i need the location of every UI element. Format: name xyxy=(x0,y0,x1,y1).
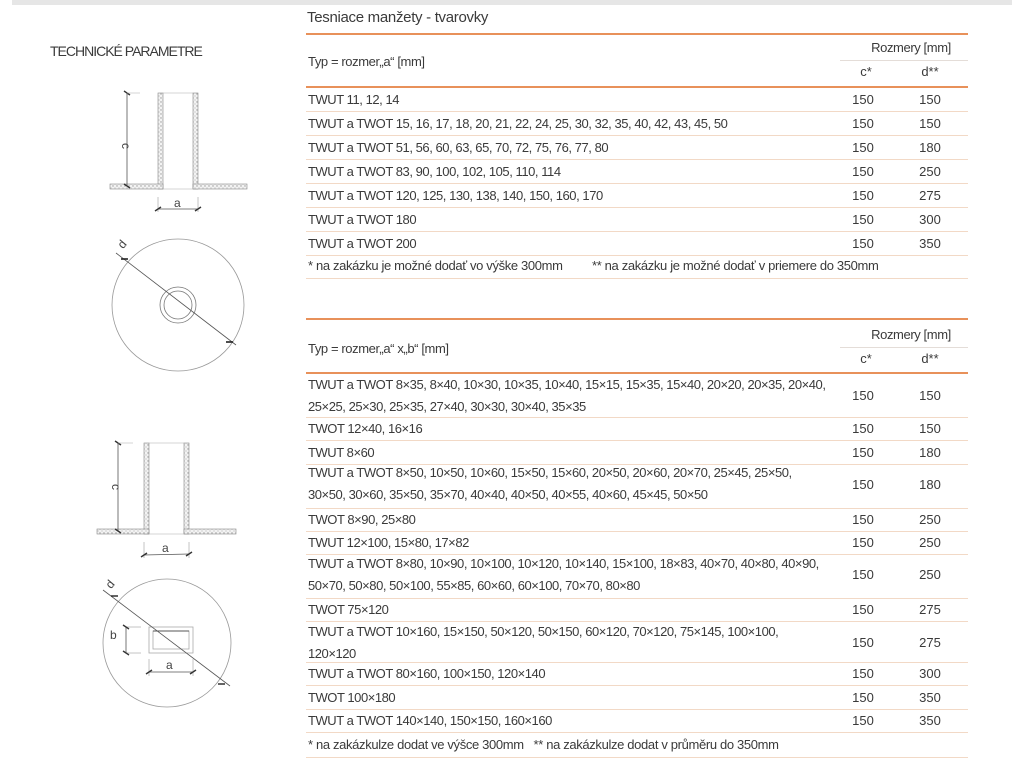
row-type: TWUT a TWOT 8×50, 10×50, 10×60, 15×50, 15×60, 20×50, 20×60, 20×70, 25×45, 25×50, 30×50, 30×60, 35×50, 35×70, 40×40, 40×50, 40×55, 40×60, 45×45, 50×50 xyxy=(308,465,792,502)
row-type: TWOT 8×90, 25×80 xyxy=(308,512,416,527)
technical-parameters-heading: TECHNICKÉ PARAMETRE xyxy=(50,43,202,59)
row-type: TWUT 11, 12, 14 xyxy=(308,92,400,107)
dimension-label-d: d xyxy=(114,237,130,252)
row-c: 150 xyxy=(852,116,874,131)
row-type: TWUT a TWOT 8×80, 10×90, 10×100, 10×120, 10×140, 15×100, 18×83, 40×70, 40×80, 40×90, 50×70, 50×80, 50×100, 55×85, 60×60, 60×100, 70×70, 80×80 xyxy=(308,556,819,593)
table-row xyxy=(306,710,968,733)
column-header-d: d** xyxy=(921,351,939,366)
round-sleeve-top-drawing xyxy=(100,225,260,375)
row-type: TWUT a TWOT 8×35, 8×40, 10×30, 10×35, 10×40, 15×15, 15×35, 15×40, 20×20, 20×35, 20×40, 25×25, 25×30, 25×35, 27×40, 30×30, 30×40, 35×35 xyxy=(308,377,826,414)
dimension-label-a: a xyxy=(174,196,181,210)
row-c: 150 xyxy=(852,535,874,550)
header-subdivider xyxy=(840,60,968,61)
tube-outer-circle xyxy=(160,287,196,323)
row-c: 150 xyxy=(852,690,874,705)
row-d: 350 xyxy=(919,713,941,728)
table-row xyxy=(306,553,968,598)
row-c: 150 xyxy=(852,567,874,582)
row-d: 300 xyxy=(919,212,941,227)
flange-right xyxy=(193,184,247,189)
header-subdivider xyxy=(840,347,968,348)
table-row xyxy=(306,509,968,532)
row-c: 150 xyxy=(852,602,874,617)
dimension-label-d: d xyxy=(102,577,118,592)
flange-left xyxy=(97,529,149,534)
column-header-c: c* xyxy=(860,351,872,366)
row-d: 350 xyxy=(919,236,941,251)
row-d: 150 xyxy=(919,116,941,131)
rect-sleeve-top-drawing xyxy=(95,575,255,720)
row-d: 250 xyxy=(919,535,941,550)
row-d: 250 xyxy=(919,512,941,527)
column-header-type: Typ = rozmer„a“ [mm] xyxy=(308,54,425,69)
table-row xyxy=(306,137,968,161)
column-header-type: Typ = rozmer„a“ x„b“ [mm] xyxy=(308,341,449,356)
round-sleeve-side-drawing xyxy=(100,85,260,220)
table-row xyxy=(306,462,968,508)
row-type: TWUT a TWOT 180 xyxy=(308,212,417,227)
table-row xyxy=(306,532,968,555)
row-type: TWUT a TWOT 120, 125, 130, 138, 140, 150, 160, 170 xyxy=(308,188,603,203)
row-d: 300 xyxy=(919,666,941,681)
row-c: 150 xyxy=(852,212,874,227)
row-c: 150 xyxy=(852,635,874,650)
row-c: 150 xyxy=(852,713,874,728)
row-type: TWOT 100×180 xyxy=(308,690,396,705)
row-d: 150 xyxy=(919,421,941,436)
rect-sleeve-side-drawing xyxy=(95,432,255,567)
table-row xyxy=(306,185,968,209)
sleeve-right-wall xyxy=(193,93,198,189)
row-d: 275 xyxy=(919,635,941,650)
row-d: 250 xyxy=(919,567,941,582)
row-d: 275 xyxy=(919,188,941,203)
header-top-rule xyxy=(306,33,968,35)
table-row xyxy=(306,599,968,622)
row-d: 150 xyxy=(919,92,941,107)
row-type: TWUT a TWOT 51, 56, 60, 63, 65, 70, 72, 75, 76, 77, 80 xyxy=(308,140,609,155)
row-type: TWUT a TWOT 200 xyxy=(308,236,417,251)
row-type: TWOT 12×40, 16×16 xyxy=(308,421,423,436)
top-bar xyxy=(12,0,1012,5)
row-c: 150 xyxy=(852,188,874,203)
row-d: 350 xyxy=(919,690,941,705)
column-header-c: c* xyxy=(860,64,872,79)
sleeve-left-wall xyxy=(158,93,163,189)
row-type: TWUT a TWOT 80×160, 100×150, 120×140 xyxy=(308,666,546,681)
table-row xyxy=(306,663,968,686)
row-d: 180 xyxy=(919,477,941,492)
footnote: * na zakázkulze dodat ve výšce 300mm ** na zakázkulze dodat v průměru do 350mm xyxy=(308,737,779,752)
sleeve-inner-rect xyxy=(153,631,189,649)
outer-diameter-circle xyxy=(103,579,231,707)
column-header-dimensions: Rozmery [mm] xyxy=(871,40,951,55)
table-row xyxy=(306,161,968,185)
footnote: * na zakázku je možné dodať vo výške 300mm ** na zakázku je možné dodať v priemere do 350mm xyxy=(308,258,879,273)
table-row xyxy=(306,113,968,137)
column-header-d: d** xyxy=(921,64,939,79)
row-c: 150 xyxy=(852,666,874,681)
tube-inner-circle xyxy=(164,291,192,319)
column-header-dimensions: Rozmery [mm] xyxy=(871,327,951,342)
header-bottom-rule xyxy=(306,86,968,88)
row-d: 180 xyxy=(919,445,941,460)
flange-right xyxy=(184,529,236,534)
row-type: TWOT 75×120 xyxy=(308,602,389,617)
header-top-rule xyxy=(306,318,968,320)
sleeve-left-wall xyxy=(144,443,149,534)
row-type: TWUT a TWOT 83, 90, 100, 102, 105, 110, 114 xyxy=(308,164,561,179)
row-c: 150 xyxy=(852,164,874,179)
page-title: Tesniace manžety - tvarovky xyxy=(307,9,489,26)
row-type: TWUT 8×60 xyxy=(308,445,375,460)
table-row xyxy=(306,687,968,710)
row-c: 150 xyxy=(852,477,874,492)
sleeve-right-wall xyxy=(184,443,189,534)
row-type: TWUT a TWOT 10×160, 15×150, 50×120, 50×150, 60×120, 70×120, 75×145, 100×100, 120×120 xyxy=(308,624,779,661)
row-type: TWUT 12×100, 15×80, 17×82 xyxy=(308,535,469,550)
dimension-line-d xyxy=(116,253,236,345)
row-c: 150 xyxy=(852,388,874,403)
table-row xyxy=(306,89,968,113)
dimension-label-c: c xyxy=(119,143,133,149)
dimension-label-a: a xyxy=(162,541,169,555)
outer-diameter-circle xyxy=(112,239,244,371)
table-row xyxy=(306,374,968,418)
row-d: 250 xyxy=(919,164,941,179)
row-type: TWUT a TWOT 140×140, 150×150, 160×160 xyxy=(308,713,552,728)
row-d: 150 xyxy=(919,388,941,403)
row-c: 150 xyxy=(852,512,874,527)
table-row xyxy=(306,418,968,441)
table-row xyxy=(306,209,968,233)
row-d: 275 xyxy=(919,602,941,617)
row-c: 150 xyxy=(852,92,874,107)
table-row xyxy=(306,233,968,257)
row-c: 150 xyxy=(852,421,874,436)
dimension-label-a: a xyxy=(166,658,173,672)
flange-left xyxy=(110,184,163,189)
row-type: TWUT a TWOT 15, 16, 17, 18, 20, 21, 22, 24, 25, 30, 32, 35, 40, 42, 43, 45, 50 xyxy=(308,116,728,131)
row-d: 180 xyxy=(919,140,941,155)
dimension-label-c: c xyxy=(109,484,123,490)
row-c: 150 xyxy=(852,140,874,155)
dimension-label-b: b xyxy=(110,628,117,642)
row-c: 150 xyxy=(852,445,874,460)
row-c: 150 xyxy=(852,236,874,251)
table-row xyxy=(306,621,968,666)
